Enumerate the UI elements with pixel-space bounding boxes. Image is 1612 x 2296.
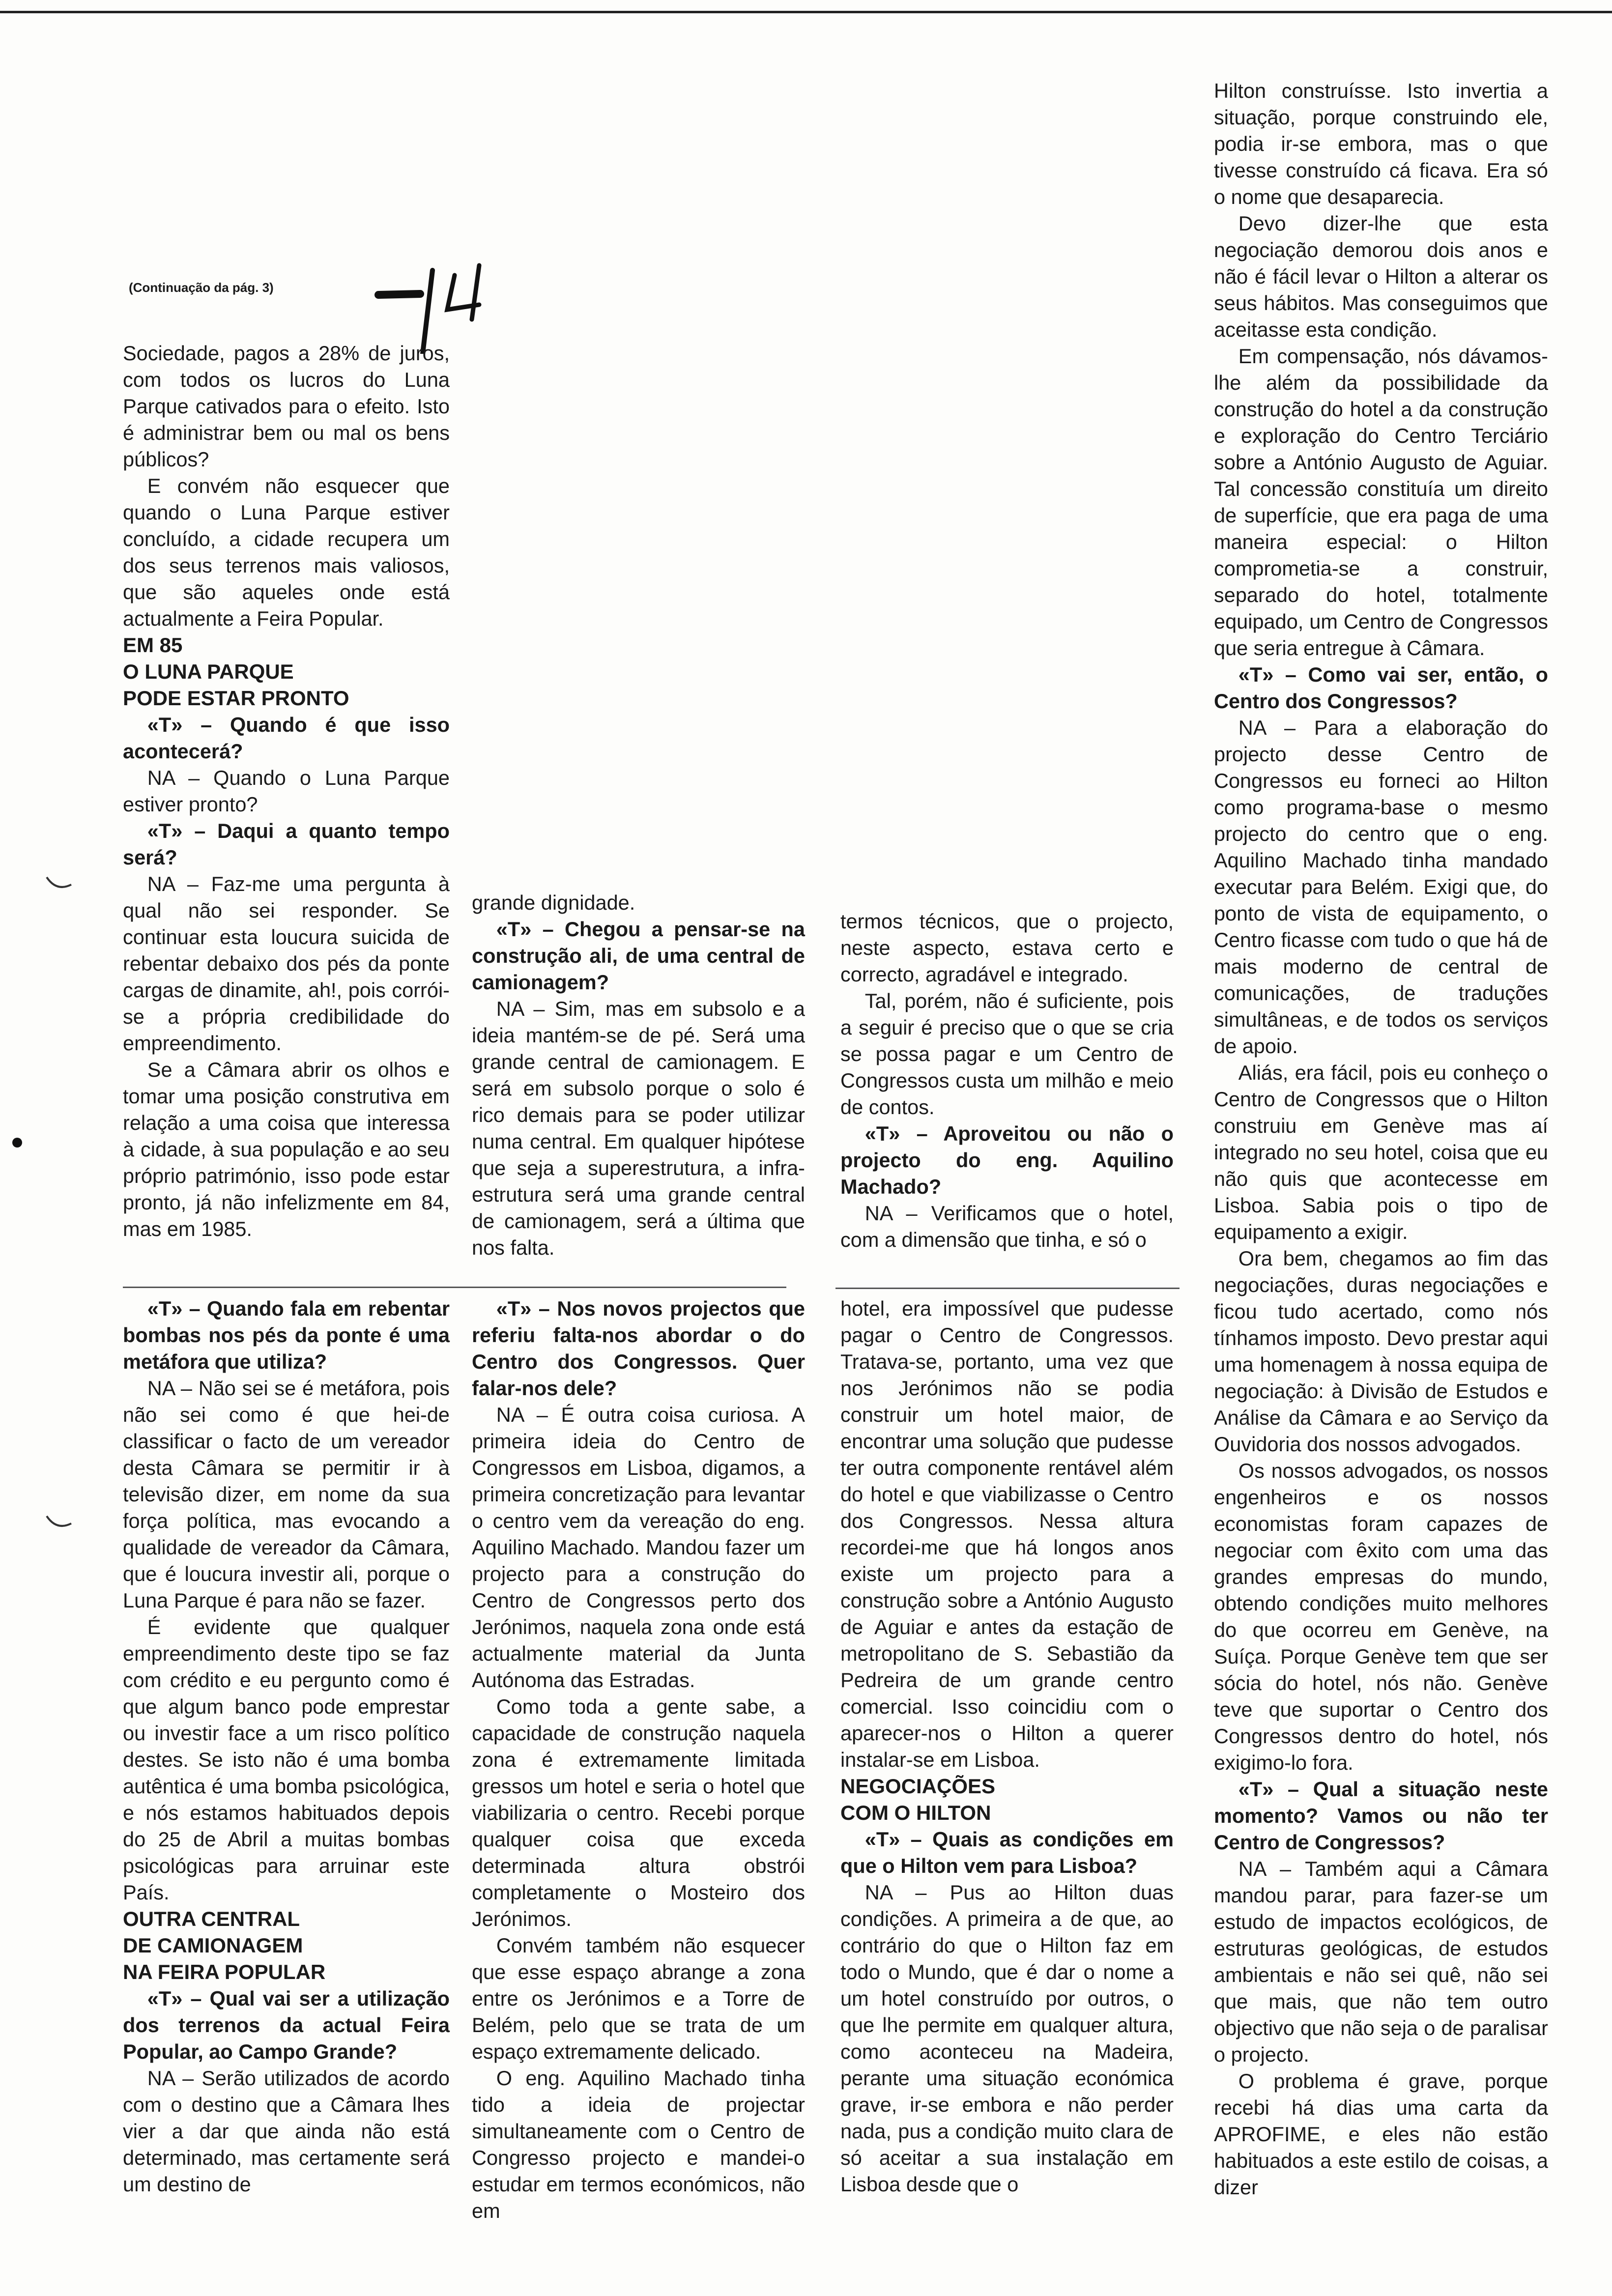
paragraph: O eng. Aquilino Machado tinha tido a ideia de projectar simultaneamente com o Centro de Congresso projecto e mandei-o estudar em termos económicos, não em (472, 2066, 805, 2222)
interview-question: «T» – Quais as condições em que o Hilton vem para Lisboa? (840, 1828, 1174, 1877)
handwritten-page-mark (374, 256, 496, 354)
paragraph: Os nossos advogados, os nossos engenheiros e os nossos economistas foram capazes de negociar com êxito com uma das grandes empresas do mundo, obtendo condições muito melhores do que ocorreu em Genève, na Suíça. Porque Genève tem que ser sócia do hotel, nós não. Genève teve que suportar o Centro dos Congressos dentro do hotel, nós exigimo-lo fora. (1214, 1459, 1548, 1774)
section-heading: DE CAMIONAGEM (123, 1934, 303, 1957)
paragraph: NA – Pus ao Hilton duas condições. A primeira a de que, ao contrário do que o Hilton faz em todo o Mundo, que é dar o nome a um hotel construído por outros, o que lhe permite em qualquer altura, como aconteceu na Madeira, perante uma situação económica grave, ir-se embora e não perder nada, pus a condição muito clara de só aceitar a sua instalação em Lisboa desde que o (840, 1881, 1174, 2196)
column-1-bottom (123, 1295, 450, 2198)
divider-2 (835, 1288, 1180, 1289)
section-heading: EM 85 (123, 633, 183, 657)
paragraph: Ora bem, chegamos ao fim das negociações, duras negociações e ficou tudo acertado, como nós tínhamos imposto. Devo prestar aqui uma homenagem à nossa equipa de negociação: à Divisão de Estudos e Análise da Câmara e ao Serviço da Ouvidoria dos nossos advogados. (1214, 1247, 1548, 1456)
column-3-top (840, 908, 1174, 1253)
paragraph: É evidente que qualquer empreendimento deste tipo se faz com crédito e eu pergunto como é que algum banco pode emprestar ou investir face a um risco político destes. Se isto não é uma bomba autêntica é uma bomba psicológica, e nós estamos habituados depois do 25 de Abril a muitas bombas psicológicas para arruinar este País. (123, 1615, 450, 1904)
paragraph: NA – Verificamos que o hotel, com a dimensão que tinha, e só o (840, 1202, 1174, 1251)
paragraph: termos técnicos, que o projecto, neste aspecto, estava certo e correcto, agradável e integrado. (840, 910, 1174, 986)
column-2-bottom (472, 1295, 805, 2224)
column-2-top (472, 890, 805, 1261)
paragraph: E convém não esquecer que quando o Luna Parque estiver concluído, a cidade recupera um dos seus terrenos mais valiosos, que são aqueles onde está actualmente a Feira Popular. (123, 474, 450, 630)
column-3-bottom (840, 1295, 1174, 2198)
margin-mark (44, 875, 74, 894)
top-rule (0, 11, 1612, 13)
paragraph: NA – É outra coisa curiosa. A primeira ideia do Centro de Congressos em Lisboa, digamos, a primeira concretização para levantar o centro vem da vereação do eng. Aquilino Machado. Mandou fazer um projecto para a construção do Centro de Congressos perto dos Jerónimos, naquela zona onde está actualmente material da Junta Autónoma das Estradas. (472, 1403, 805, 1692)
interview-question: «T» – Como vai ser, então, o Centro dos Congressos? (1214, 663, 1548, 713)
paragraph: NA – Também aqui a Câmara mandou parar, para fazer-se um estudo de impactos ecológicos, de estruturas geológicas, de estudos ambientais e não sei quê, não sei que mais, que não tem outro objectivo que não seja o de paralisar o projecto. (1214, 1857, 1548, 2066)
section-heading: OUTRA CENTRAL (123, 1907, 300, 1930)
paragraph: Se a Câmara abrir os olhos e tomar uma posição construtiva em relação a uma coisa que interessa à cidade, à sua população e ao seu próprio património, isso pode estar pronto, já não infelizmente em 84, mas em 1985. (123, 1058, 450, 1240)
section-heading: COM O HILTON (840, 1801, 991, 1824)
paragraph: Convém também não esquecer que esse espaço abrange a zona entre os Jerónimos e a Torre de Belém, pelo que se trata de um espaço extremamente delicado. (472, 1934, 805, 2063)
column-1-top (123, 340, 450, 1242)
section-heading: O LUNA PARQUE (123, 660, 294, 683)
interview-question: «T» – Nos novos projectos que referiu falta-nos abordar o do Centro dos Congressos. Quer falar-nos dele? (472, 1297, 805, 1400)
continuation-note: (Continuação da pág. 3) (129, 280, 274, 295)
paragraph: NA – Para a elaboração do projecto desse Centro de Congressos eu forneci ao Hilton como programa-base o mesmo projecto do centro que o eng. Aquilino Machado tinha mandado executar para Belém. Exigi que, do ponto de vista de equipamento, o Centro ficasse com tudo o que há de mais moderno de central de comunicações, de traduções simultâneas, e de todos os serviços de apoio. (1214, 716, 1548, 1058)
section-heading: NA FEIRA POPULAR (123, 1960, 326, 1983)
paragraph: O problema é grave, porque recebi há dias uma carta da APROFIME, e eles não estão habituados a este estilo de coisas, a dizer (1214, 2069, 1548, 2199)
paragraph: Tal, porém, não é suficiente, pois a seguir é preciso que o que se cria se possa pagar e um Centro de Congressos custa um milhão e meio de contos. (840, 989, 1174, 1119)
paragraph: grande dignidade. (472, 891, 635, 914)
paragraph: hotel, era impossível que pudesse pagar o Centro de Congressos. Tratava-se, portanto, uma vez que nos Jerónimos não se podia construir um hotel maior, de encontrar uma solução que pudesse ter outra componente rentável além do hotel e que viabilizasse o Centro dos Congressos. Nessa altura recordei-me que há longos anos existe um projecto para a construção sobre a António Augusto de Aguiar e antes da estação de metropolitano de S. Sebastião da Pedreira de um grande centro comercial. Isso coincidiu com o aparecer-nos o Hilton a querer instalar-se em Lisboa. (840, 1297, 1174, 1771)
column-4 (1214, 78, 1548, 2201)
paragraph: Como toda a gente sabe, a capacidade de construção naquela zona é extremamente limitada gressos um hotel e seria o hotel que viabilizaria o centro. Recebi porque qualquer coisa que exceda determinada altura obstrói completamente o Mosteiro dos Jerónimos. (472, 1695, 805, 1930)
paragraph: Devo dizer-lhe que esta negociação demorou dois anos e não é fácil levar o Hilton a alterar os seus hábitos. Mas conseguimos que aceitasse esta condição. (1214, 212, 1548, 341)
section-heading: NEGOCIAÇÕES (840, 1775, 996, 1798)
interview-question: «T» – Daqui a quanto tempo será? (123, 819, 450, 869)
divider-1 (123, 1287, 786, 1288)
interview-question: «T» – Quando é que isso acontecerá? (123, 713, 450, 763)
paragraph: NA – Faz-me uma pergunta à qual não sei responder. Se continuar esta loucura suicida de rebentar debaixo dos pés da ponte cargas de dinamite, ah!, pois corrói-se a própria credibilidade do empreendimento. (123, 872, 450, 1055)
interview-question: «T» – Quando fala em rebentar bombas nos pés da ponte é uma metáfora que utiliza? (123, 1297, 450, 1373)
paragraph: Hilton construísse. Isto invertia a situação, porque construindo ele, podia ir-se embora, mas o que tivesse construído cá ficava. Era só o nome que desaparecia. (1214, 79, 1548, 208)
interview-question: «T» – Aproveitou ou não o projecto do eng. Aquilino Machado? (840, 1122, 1174, 1198)
paragraph: NA – Serão utilizados de acordo com o destino que a Câmara lhes vier a dar que ainda não está determinado, mas certamente será um destino de (123, 2066, 450, 2196)
paragraph: Sociedade, pagos a 28% de juros, com todos os lucros do Luna Parque cativados para o efeito. Isto é administrar bem ou mal os bens públicos? (123, 342, 450, 471)
section-heading: PODE ESTAR PRONTO (123, 687, 349, 710)
paragraph: NA – Não sei se é metáfora, pois não sei como é que hei-de classificar o facto de um vereador desta Câmara se permitir ir à televisão dizer, em nome da sua força política, mas evocando a qualidade de vereador da Câmara, que é loucura investir ali, porque o Luna Parque é para não se fazer. (123, 1377, 450, 1612)
paragraph: NA – Sim, mas em subsolo e a ideia mantém-se de pé. Será uma grande central de camionagem. E será em subsolo porque o solo é rico demais para se poder utilizar numa central. Em qualquer hipótese que seja a superestrutura, a infra-estrutura será uma grande central de camionagem, será a última que nos falta. (472, 997, 805, 1259)
paragraph: Em compensação, nós dávamos-lhe além da possibilidade da construção do hotel a da construção e exploração do Centro Terciário sobre a António Augusto de Aguiar. Tal concessão constituía um direito de superfície, que era paga de uma maneira especial: o Hilton comprometia-se a construir, separado do hotel, totalmente equipado, um Centro de Congressos que seria entregue à Câmara. (1214, 344, 1548, 660)
paragraph: NA – Quando o Luna Parque estiver pronto? (123, 766, 450, 816)
interview-question: «T» – Qual vai ser a utilização dos terrenos da actual Feira Popular, ao Campo Grande? (123, 1987, 450, 2063)
interview-question: «T» – Chegou a pensar-se na construção ali, de uma central de camionagem? (472, 918, 805, 994)
ink-dot (10, 1135, 25, 1150)
interview-question: «T» – Qual a situação neste momento? Vamos ou não ter Centro de Congressos? (1214, 1778, 1548, 1854)
margin-mark (44, 1514, 74, 1533)
paragraph: Aliás, era fácil, pois eu conheço o Centro de Congressos que o Hilton construiu em Genève mas aí integrado no seu hotel, coisa que eu não quis que acontecesse em Lisboa. Sabia pois o tipo de equipamento a exigir. (1214, 1061, 1548, 1243)
